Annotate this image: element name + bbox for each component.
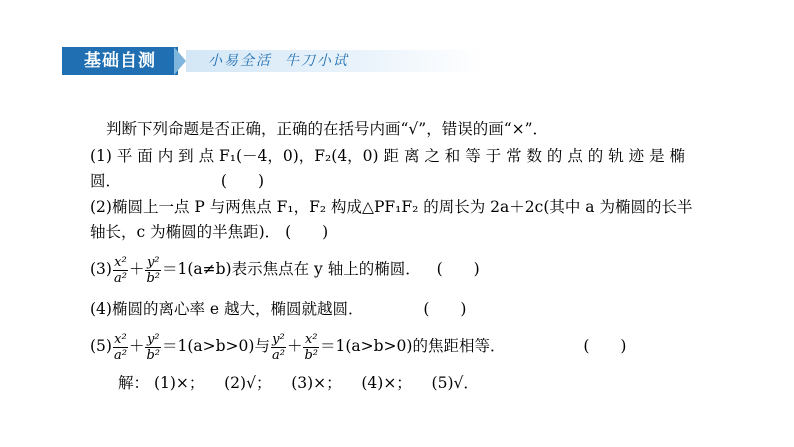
answer-line (118, 372, 479, 394)
answer-item: (3)×； (291, 374, 342, 392)
fraction: $\frac{\text{x²}}{\text{b²}}$ (304, 331, 318, 363)
banner-arrow-icon (174, 47, 186, 75)
section-banner (62, 47, 482, 75)
answer-paren: ( ) (423, 300, 467, 318)
answer-paren: ( ) (285, 223, 329, 241)
question-number: (3) (90, 260, 112, 278)
question-1-text: 圆． (90, 172, 122, 190)
fraction: $\frac{\text{y²}}{\text{b²}}$ (146, 331, 160, 363)
answer-paren: ( ) (436, 260, 480, 278)
question-5: (5) $\frac{\text{x²}}{\text{a²}}$ ＋ $\frac{\text{y²}}{\text{b²}}$ ＝1(a>b>0)与 $\frac{\text{y²}}{\text{a²}}$ ＋ $\frac{\text{x²}}{\text{b²}}$ ＝1(a>b>0)的焦距相等． ( ) (90, 331, 627, 363)
fraction: $\frac{\text{x²}}{\text{a²}}$ (113, 331, 127, 363)
intro-text: 判断下列命题是否正确，正确的在括号内画“√”，错误的画“×”． (106, 120, 549, 138)
fraction: $\frac{\text{y²}}{\text{b²}}$ (146, 254, 160, 286)
answer-paren: ( ) (220, 172, 264, 190)
answer-item: (1)×； (153, 374, 205, 392)
question-1-line-2 (90, 170, 264, 192)
question-3-text: ＝1(a≠b)表示焦点在 y 轴上的椭圆． (162, 260, 421, 278)
question-4 (90, 298, 466, 320)
section-title: 基础自测 (62, 47, 178, 75)
question-2-text: 轴长，c 为椭圆的半焦距)． (90, 223, 281, 241)
question-1-line-1: (1) 平 面 内 到 点 F₁(－4，0)，F₂(4，0) 距 离 之 和 等 于 常 数 的 点 的 轨 迹 是 椭 (90, 147, 685, 165)
question-number: (5) (90, 337, 112, 355)
answer-label: 解： (118, 374, 150, 392)
answer-paren: ( ) (583, 337, 627, 355)
question-4-text: (4)椭圆的离心率 e 越大，椭圆就越圆． (90, 300, 364, 318)
answer-item: (4)×； (361, 374, 412, 392)
answer-item: (2)√； (224, 374, 272, 392)
question-3: (3) $\frac{\text{x²}}{\text{a²}}$ ＋ $\frac{\text{y²}}{\text{b²}}$ ＝1(a≠b)表示焦点在 y 轴上的椭圆． ( ) (90, 254, 480, 286)
question-2-line-2 (90, 221, 328, 243)
question-2-line-1: (2)椭圆上一点 P 与两焦点 F₁，F₂ 构成△PF₁F₂ 的周长为 2a＋2c(其中 a 为椭圆的长半 (90, 198, 693, 216)
fraction: $\frac{\text{y²}}{\text{a²}}$ (271, 331, 285, 363)
fraction: $\frac{\text{x²}}{\text{a²}}$ (113, 254, 127, 286)
answer-item: (5)√． (431, 374, 479, 392)
question-5-text: ＝1(a>b>0)的焦距相等． (320, 337, 506, 355)
section-subtitle: 小易全活 牛刀小试 (208, 53, 349, 69)
